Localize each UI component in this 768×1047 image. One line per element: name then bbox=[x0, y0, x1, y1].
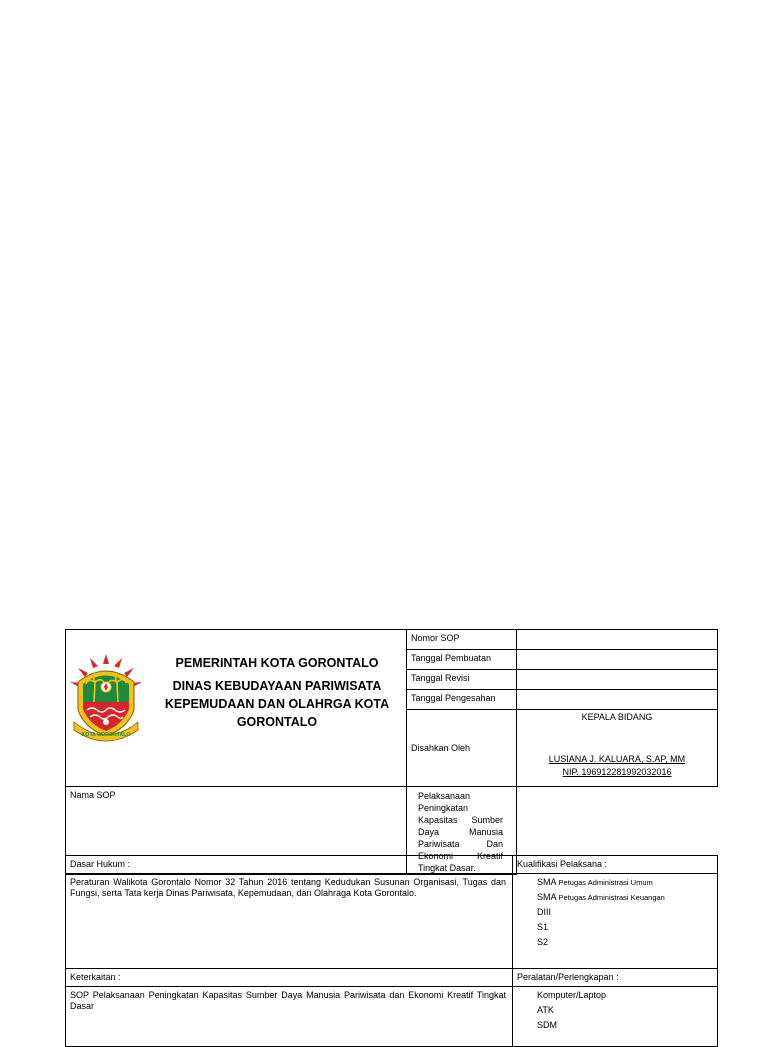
tanggal-pengesahan-value bbox=[517, 690, 718, 710]
qualification-note: Petugas Administrasi Keuangan bbox=[558, 893, 665, 902]
tanggal-revisi-label: Tanggal Revisi bbox=[407, 670, 517, 690]
qualification-level: DIII bbox=[537, 907, 552, 917]
nama-sop-label: Nama SOP bbox=[66, 787, 407, 875]
keterkaitan-label: Keterkaitan : bbox=[66, 969, 513, 987]
organization-header bbox=[66, 630, 407, 787]
tanggal-revisi-value bbox=[517, 670, 718, 690]
tanggal-pengesahan-label: Tanggal Pengesahan bbox=[407, 690, 517, 710]
qualification-note: Petugas Administrasi Umum bbox=[558, 878, 653, 887]
dasar-hukum-text: Peraturan Walikota Gorontalo Nomor 32 Tahun 2016 tentang Kedudukan Susunan Organisasi, Tugas dan Fungsi, serta Tata kerja Dinas Pariwisata, Kepemudaan, dan Olahraga Kota Gorontalo. bbox=[66, 874, 513, 969]
qualification-level: SMA bbox=[537, 892, 557, 902]
kualifikasi-label: Kualifikasi Pelaksana : bbox=[513, 856, 718, 874]
tanggal-pembuatan-value bbox=[517, 650, 718, 670]
government-name: PEMERINTAH KOTA GORONTALO bbox=[175, 656, 379, 670]
list-item bbox=[537, 935, 717, 950]
department-name: DINAS KEBUDAYAAN PARIWISATA KEPEMUDAAN DAN OLAHRGA KOTA GORONTALO bbox=[164, 679, 390, 729]
approver-rank: KEPALA BIDANG bbox=[581, 712, 653, 722]
kualifikasi-cell bbox=[513, 874, 718, 969]
keterkaitan-text: SOP Pelaksanaan Peningkatan Kapasitas Sumber Daya Manusia Pariwisata dan Ekonomi Kreatif Tingkat Dasar bbox=[66, 987, 513, 1047]
nomor-sop-value bbox=[517, 630, 718, 650]
disahkan-oleh-label: Disahkan Oleh bbox=[407, 710, 517, 787]
approver-nip: NIP. 196912281992032016 bbox=[562, 767, 672, 777]
list-item bbox=[537, 920, 717, 935]
qualification-level: S2 bbox=[537, 937, 549, 947]
list-item: Komputer/Laptop bbox=[537, 990, 607, 1000]
qualification-level: S1 bbox=[537, 922, 549, 932]
qualification-level: SMA bbox=[537, 877, 557, 887]
peralatan-list bbox=[513, 988, 717, 1033]
nama-sop-value: Pelaksanaan Peningkatan Kapasitas Sumber Daya Manusia Pariwisata Dan Ekonomi Kreatif Tingkat Dasar. bbox=[407, 787, 517, 875]
list-item bbox=[537, 905, 717, 920]
list-item: ATK bbox=[537, 1005, 554, 1015]
approval-block bbox=[517, 710, 718, 787]
list-item bbox=[537, 890, 717, 905]
list-item bbox=[537, 875, 717, 890]
city-emblem-logo bbox=[68, 652, 144, 744]
peralatan-label: Peralatan/Perlengkapan : bbox=[513, 969, 718, 987]
tanggal-pembuatan-label: Tanggal Pembuatan bbox=[407, 650, 517, 670]
sop-header-table bbox=[65, 629, 718, 875]
list-item: SDM bbox=[537, 1020, 557, 1030]
kualifikasi-list bbox=[513, 875, 717, 950]
organization-name bbox=[154, 654, 400, 731]
dasar-hukum-label: Dasar Hukum : bbox=[66, 856, 513, 874]
peralatan-cell bbox=[513, 987, 718, 1047]
emblem-ribbon-text: KOTA GORONTALO bbox=[81, 732, 131, 738]
sop-info-table bbox=[65, 855, 718, 1047]
approver-name: LUSIANA J. KALUARA, S.AP, MM bbox=[548, 754, 686, 764]
nomor-sop-label: Nomor SOP bbox=[407, 630, 517, 650]
